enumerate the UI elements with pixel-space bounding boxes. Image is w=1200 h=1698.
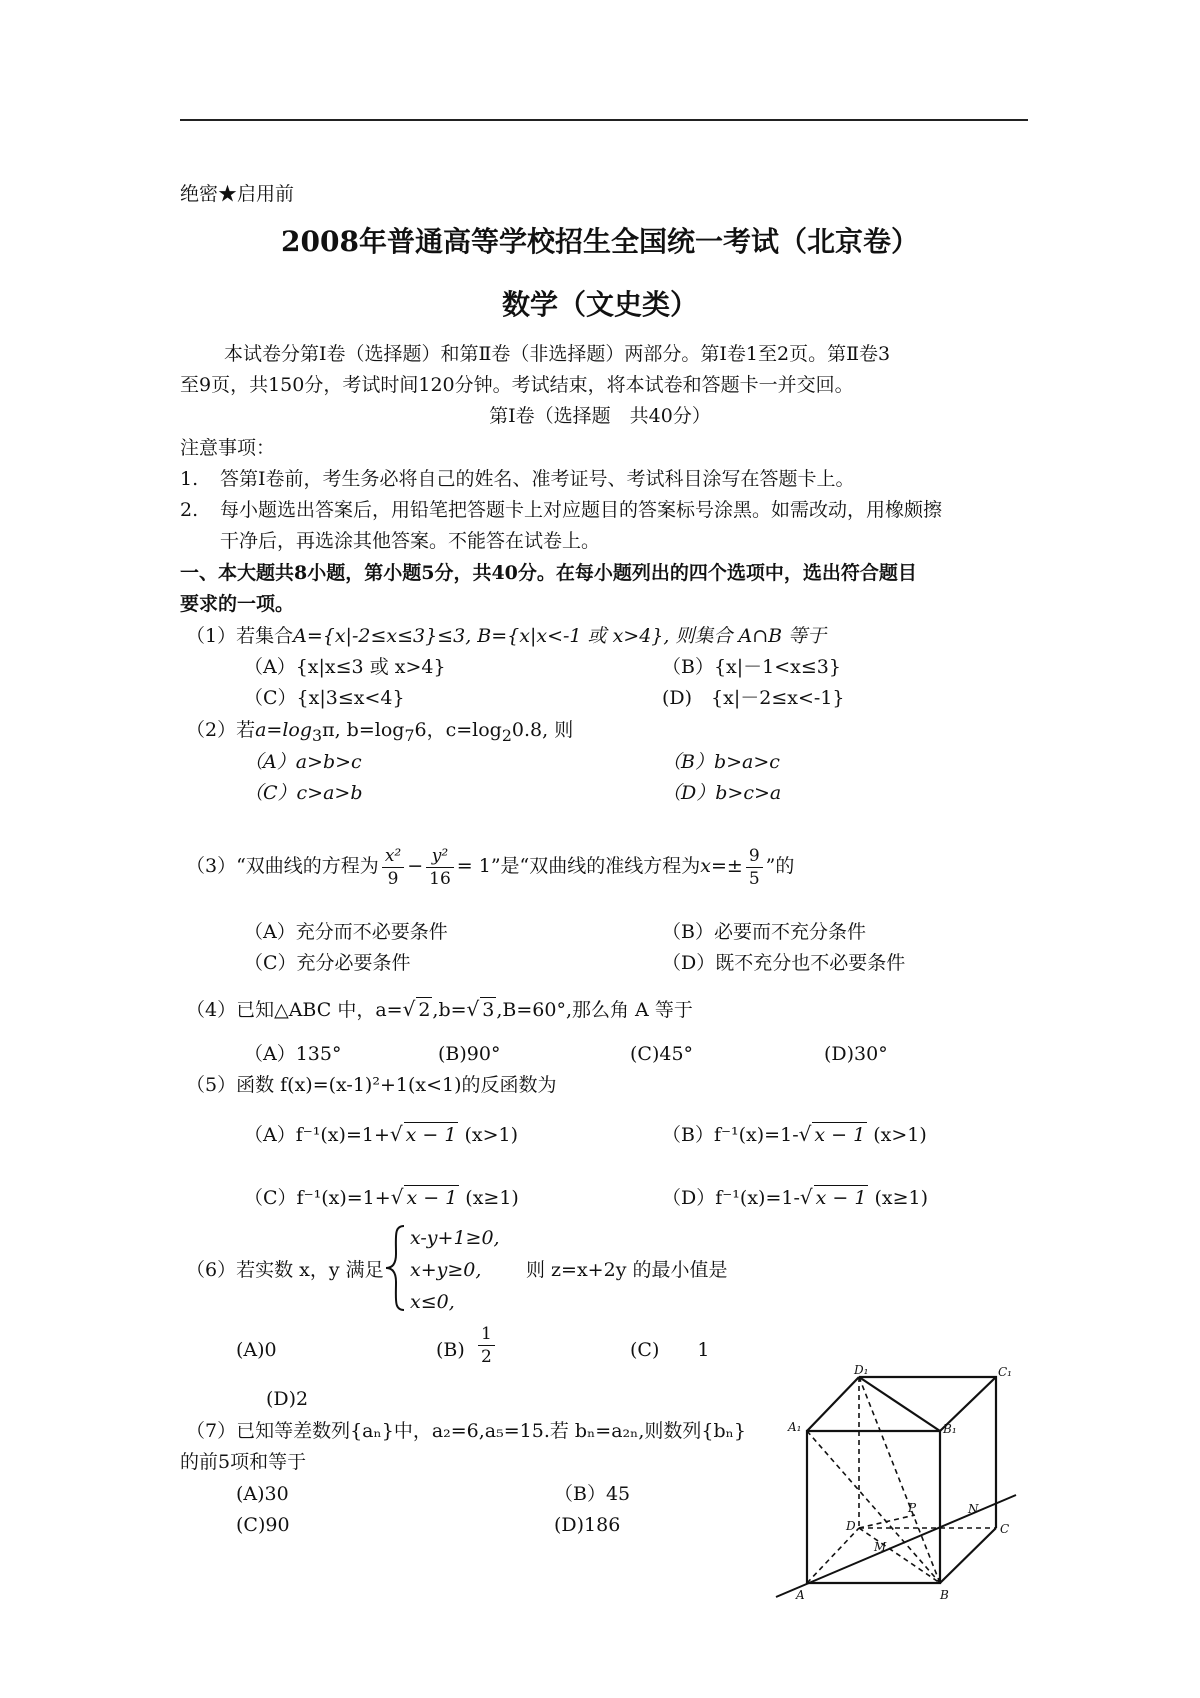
q4-option-d: (D)30° [824, 1043, 888, 1065]
label-a: A [796, 1588, 805, 1602]
q5-b-radicand: x − 1 [814, 1124, 866, 1146]
q3-eq: = 1 [456, 855, 491, 877]
label-p: P [908, 1501, 917, 1515]
q4-option-b: (B)90° [438, 1043, 501, 1065]
q3-option-a: （A）充分而不必要条件 [244, 921, 448, 943]
label-d: D [846, 1519, 856, 1533]
q5-c-domain: (x≥1) [465, 1187, 519, 1209]
q6-half-den: 2 [481, 1347, 492, 1367]
label-a1: A₁ [788, 1420, 802, 1434]
q2-a-def: a=log [255, 719, 313, 741]
sqrt-sign: √ [402, 997, 416, 1021]
q5-option-b [662, 1122, 927, 1147]
section1-line-1: 一、本大题共8小题，第小题5分，共40分。在每小题列出的四个选项中，选出符合题目 [180, 562, 917, 584]
note-2-num: 2. [180, 499, 199, 521]
q2-stem-end: 0.8, 则 [511, 719, 574, 741]
q2-option-d: （D）b>c>a [662, 782, 782, 804]
sqrt-sign: √ [390, 1185, 404, 1209]
q6-half [478, 1323, 495, 1368]
q7-option-b: （B）45 [554, 1483, 631, 1505]
q1-option-b: （B）{x|－1<x≤3} [662, 656, 841, 678]
q2-b-def: π, b=log [322, 719, 405, 741]
q5-c-prefix: （C）f⁻¹(x)=1+ [244, 1187, 391, 1209]
q6-option-a: (A)0 [236, 1339, 277, 1361]
q5-b-prefix: （B）f⁻¹(x)=1- [662, 1124, 799, 1146]
q1-option-d: (D) {x|－2≤x<-1} [662, 687, 845, 709]
q5-c-radicand: x − 1 [406, 1187, 458, 1209]
q3-stem [186, 842, 794, 890]
q6-brace [382, 1224, 408, 1312]
note-2-line-1: 每小题选出答案后，用铅笔把答题卡上对应题目的答案标号涂黑。如需改动，用橡颇擦 [220, 499, 943, 521]
label-n: N [968, 1502, 979, 1516]
q4-sqrt-2: 2 [418, 999, 431, 1021]
q3-option-c: （C）充分必要条件 [244, 952, 411, 974]
q5-a-domain: (x>1) [464, 1124, 519, 1146]
q3-minus: − [407, 855, 424, 877]
q5-option-d [662, 1185, 928, 1210]
intro-line-2: 至9页，共150分，考试时间120分钟。考试结束，将本试卷和答题卡一并交回。 [180, 374, 854, 396]
q5-a-radicand: x − 1 [405, 1124, 457, 1146]
q3-f2-num: y² [426, 845, 454, 868]
q5-b-domain: (x>1) [873, 1124, 927, 1146]
label-b1: B₁ [943, 1422, 957, 1436]
q6-option-b: (B) [436, 1339, 465, 1361]
q3-f1-num: x² [382, 845, 404, 868]
q5-d-prefix: （D）f⁻¹(x)=1- [662, 1187, 800, 1209]
q4-option-a: （A）135° [244, 1043, 342, 1065]
q5-option-a [244, 1122, 518, 1147]
q6-option-d: (D)2 [266, 1388, 309, 1410]
q2-sub-7: 7 [404, 725, 415, 745]
sqrt-sign: √ [466, 997, 480, 1021]
q1-stem-body: A={x|-2≤x≤3}≤3, B={x|x<-1 或 x>4}, 则集合 A∩B 等于 [293, 625, 827, 647]
q7-stem-line-2: 的前5项和等于 [180, 1451, 307, 1473]
q2-sub-3: 3 [312, 725, 323, 745]
q6-option-b-fraction [478, 1323, 495, 1368]
q5-d-domain: (x≥1) [874, 1187, 929, 1209]
q2-option-a: （A）a>b>c [244, 751, 362, 773]
q6-stem-a: （6）若实数 x，y 满足 [186, 1259, 384, 1281]
q5-stem: （5）函数 f(x)=(x-1)²+1(x<1)的反函数为 [186, 1074, 557, 1096]
q3-stem-c: ”的 [765, 855, 795, 877]
q4-option-c: (C)45° [630, 1043, 694, 1065]
q3-fraction-y [426, 845, 454, 890]
secret-label: 绝密★启用前 [180, 183, 295, 205]
q7-option-c: (C)90 [236, 1514, 290, 1536]
q3-f3-den: 5 [748, 868, 760, 889]
q5-option-c [244, 1185, 519, 1210]
note-1: 答第Ⅰ卷前，考生务必将自己的姓名、准考证号、考试科目涂写在答题卡上。 [220, 468, 855, 490]
q3-stem-b: ”是“双曲线的准线方程为 [490, 855, 701, 877]
q6-constraint-1: x-y+1≥0, [410, 1227, 500, 1249]
q1-stem-prefix: （1）若集合 [186, 625, 294, 647]
note-2-line-2: 干净后，再选涂其他答案。不能答在试卷上。 [220, 530, 601, 552]
label-b: B [940, 1588, 949, 1602]
notes-title: 注意事项： [180, 437, 276, 459]
q3-option-b: （B）必要而不充分条件 [662, 921, 866, 943]
q5-d-radicand: x − 1 [815, 1187, 867, 1209]
q2-sub-2: 2 [501, 725, 512, 745]
q6-stem-b: 则 z=x+2y 的最小值是 [526, 1259, 728, 1281]
q4-stem [186, 997, 693, 1022]
q5-a-prefix: （A）f⁻¹(x)=1+ [244, 1124, 390, 1146]
q7-option-d: (D)186 [554, 1514, 621, 1536]
q6-constraint-3: x≤0, [410, 1291, 455, 1313]
q3-fraction-x [382, 845, 404, 890]
q2-stem [186, 718, 573, 748]
q2-option-c: （C）c>a>b [244, 782, 363, 804]
q3-fraction-directrix [746, 845, 763, 890]
q4-stem-a: （4）已知△ABC 中，a= [186, 999, 403, 1021]
q1-stem [186, 624, 826, 648]
q7-stem-line-1: （7）已知等差数列{aₙ}中，a₂=6,a₅=15.若 bₙ=a₂ₙ,则数列{bₙ} [186, 1420, 746, 1442]
label-c: C [1000, 1522, 1010, 1536]
q3-xpm: x=± [700, 855, 743, 877]
subject-title: 数学（文史类） [501, 288, 698, 321]
q4-stem-b: ,b= [432, 999, 467, 1021]
q6-constraint-2: x+y≥0, [410, 1259, 482, 1281]
sqrt-sign: √ [798, 1122, 812, 1146]
label-c1: C₁ [998, 1365, 1012, 1379]
q4-sqrt-3: 3 [482, 999, 495, 1021]
q3-option-d: （D）既不充分也不必要条件 [662, 952, 906, 974]
q2-option-b: （B）b>a>c [662, 751, 780, 773]
q6-half-num: 1 [478, 1323, 495, 1346]
q7-option-a: (A)30 [236, 1483, 289, 1505]
q1-option-c: （C）{x|3≤x<4} [244, 687, 405, 709]
q3-stem-a: （3）“双曲线的方程为 [186, 855, 379, 877]
sqrt-sign: √ [389, 1122, 403, 1146]
q3-f3-num: 9 [746, 845, 763, 868]
label-m: M [874, 1540, 887, 1554]
q6-option-c: (C) 1 [630, 1339, 710, 1361]
q3-f1-den: 9 [387, 868, 399, 889]
header-rule [180, 119, 1028, 121]
label-d1: D₁ [854, 1365, 869, 1377]
part1-heading: 第Ⅰ卷（选择题 共40分） [489, 405, 711, 427]
cube-figure [770, 1365, 1018, 1605]
q4-stem-c: ,B=60°,那么角 A 等于 [496, 999, 693, 1021]
q1-option-a: （A）{x|x≤3 或 x>4} [244, 656, 446, 678]
sqrt-sign: √ [799, 1185, 813, 1209]
section1-line-2: 要求的一项。 [180, 593, 295, 615]
q2-stem-prefix: （2）若 [186, 719, 256, 741]
note-1-num: 1. [180, 468, 199, 490]
q3-f2-den: 16 [429, 868, 451, 889]
intro-line-1: 本试卷分第Ⅰ卷（选择题）和第Ⅱ卷（非选择题）两部分。第Ⅰ卷1至2页。第Ⅱ卷3 [224, 343, 891, 365]
exam-title: 2008年普通高等学校招生全国统一考试（北京卷） [281, 225, 919, 258]
q2-c-def: 6，c=log [414, 719, 502, 741]
